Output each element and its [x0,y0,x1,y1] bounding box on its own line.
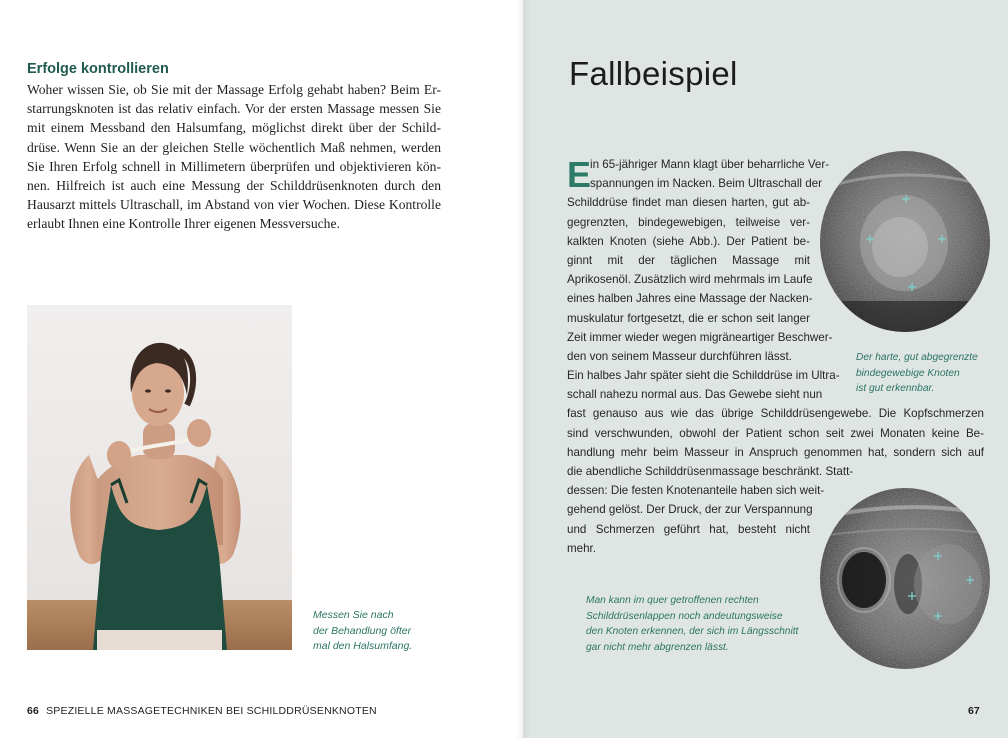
body-line: Zeit immer wieder wegen migräneartiger Beschwer- [567,330,833,344]
body-line: Ein halbes Jahr später sieht die Schilddrüse im Ultra- [567,369,840,383]
ultrasound-image-nodule [820,151,990,332]
body-line: gehend gelöst. Der Druck, der zur Verspannung [567,503,813,517]
body-line: handlung mehr beim Masseur in Anspruch genommen hat, sondern sich auf [567,445,984,459]
ultrasound-caption-top [856,350,1006,397]
body-line: nen. Hilfreich ist auch eine Messung der Schilddrüsenknoten durch den [27,177,441,193]
body-line: Woher wissen Sie, ob Sie mit der Massage Erfolg gehabt haben? Beim Er- [27,82,441,97]
body-line: spannungen im Nacken. Beim Ultraschall der [590,177,822,191]
body-line: Hausarzt mittels Ultraschall, im Abstand von vier Wochen. Diese Kontrolle [27,197,441,213]
body-line: den von seinem Masseur durchführen lässt. [567,349,792,363]
running-footer: SPEZIELLE MASSAGETECHNIKEN BEI SCHILDDRÜSENKNOTEN [46,705,377,717]
page-number-left: 66 [27,705,40,717]
section-heading: Erfolge kontrollieren [27,61,169,77]
case-study-title: Fallbeispiel [569,55,738,92]
caption-line: Messen Sie nach [313,609,394,621]
body-line: gegrenzten, bindegewebigen, teilweise ver- [567,215,810,229]
book-gutter [516,0,530,738]
body-line: sind verschwunden, obwohl der Patient schon seit zwei Monaten keine Be- [567,426,984,440]
body-line: mehr. [567,541,596,555]
caption-line: Schilddrüsenlappen noch andeutungsweise [586,610,783,622]
caption-line: Der harte, gut abgegrenzte [856,352,978,363]
woman-measuring-neck-photo [27,305,292,650]
body-line: in 65-jähriger Mann klagt über beharrliche Ver- [590,158,830,171]
left-footer [27,705,377,717]
body-line: die abendliche Schilddrüsenmassage beschränkt. Statt- [567,465,854,478]
body-line: eines halben Jahres eine Massage der Nacken- [567,292,813,306]
body-line: schall nahezu normal aus. Das Gewebe sieht nun [567,388,823,402]
ultrasound-graphic [820,151,990,332]
caption-line: bindegewebige Knoten [856,367,960,379]
caption-line: ist gut erkennbar. [856,383,935,394]
photo-illustration [27,305,292,650]
ultrasound-image-after [820,488,990,669]
body-line: Aprikosenöl. Zusätzlich wird mehrmals im Laufe [567,273,813,287]
body-line: drüse. Wenn Sie an der gleichen Stelle wöchentlich Maß nehmen, werden [27,139,441,155]
ultrasound-caption-bottom [586,593,826,656]
photo-caption [313,608,493,655]
body-line: ginnt mit der täglichen Massage mit [567,253,810,267]
body-line: fast genauso aus wie das übrige Schilddrüsengewebe. Die Kopfschmerzen [567,407,984,421]
caption-line: Man kann im quer getroffenen rechten [586,595,759,606]
left-body-text [27,80,441,234]
body-line: erlaubt Ihnen eine Kontrolle Ihrer eigenen Messversuche. [27,216,340,232]
caption-line: den Knoten erkennen, der sich im Längsschnitt [586,626,799,638]
body-line: mit einem Messband den Halsumfang, möglichst direkt über der Schild- [27,120,441,136]
body-line: und Schmerzen geführt hat, besteht nicht [567,522,810,536]
body-line: starrungsknoten ist das relativ einfach. Vor der ersten Massage messen Sie [27,101,441,117]
drop-cap: E [567,154,592,195]
body-line: Sie Ihren Erfolg schnell in Millimetern überprüfen und objektivieren kön- [27,158,441,174]
body-line: kalkten Knoten (siehe Abb.). Der Patient be- [567,234,810,248]
body-line: muskulatur fortgesetzt, die er schon seit langer [567,311,810,325]
page-number-right: 67 [968,705,980,717]
caption-line: gar nicht mehr abgrenzen lässt. [586,642,729,654]
caption-line: mal den Halsumfang. [313,640,413,653]
caption-line: der Behandlung öfter [313,624,412,637]
ultrasound-graphic [820,488,990,669]
body-line: Schilddrüse findet man diesen harten, gut ab- [567,196,810,210]
body-line: dessen: Die festen Knotenanteile haben sich weit- [567,484,825,498]
